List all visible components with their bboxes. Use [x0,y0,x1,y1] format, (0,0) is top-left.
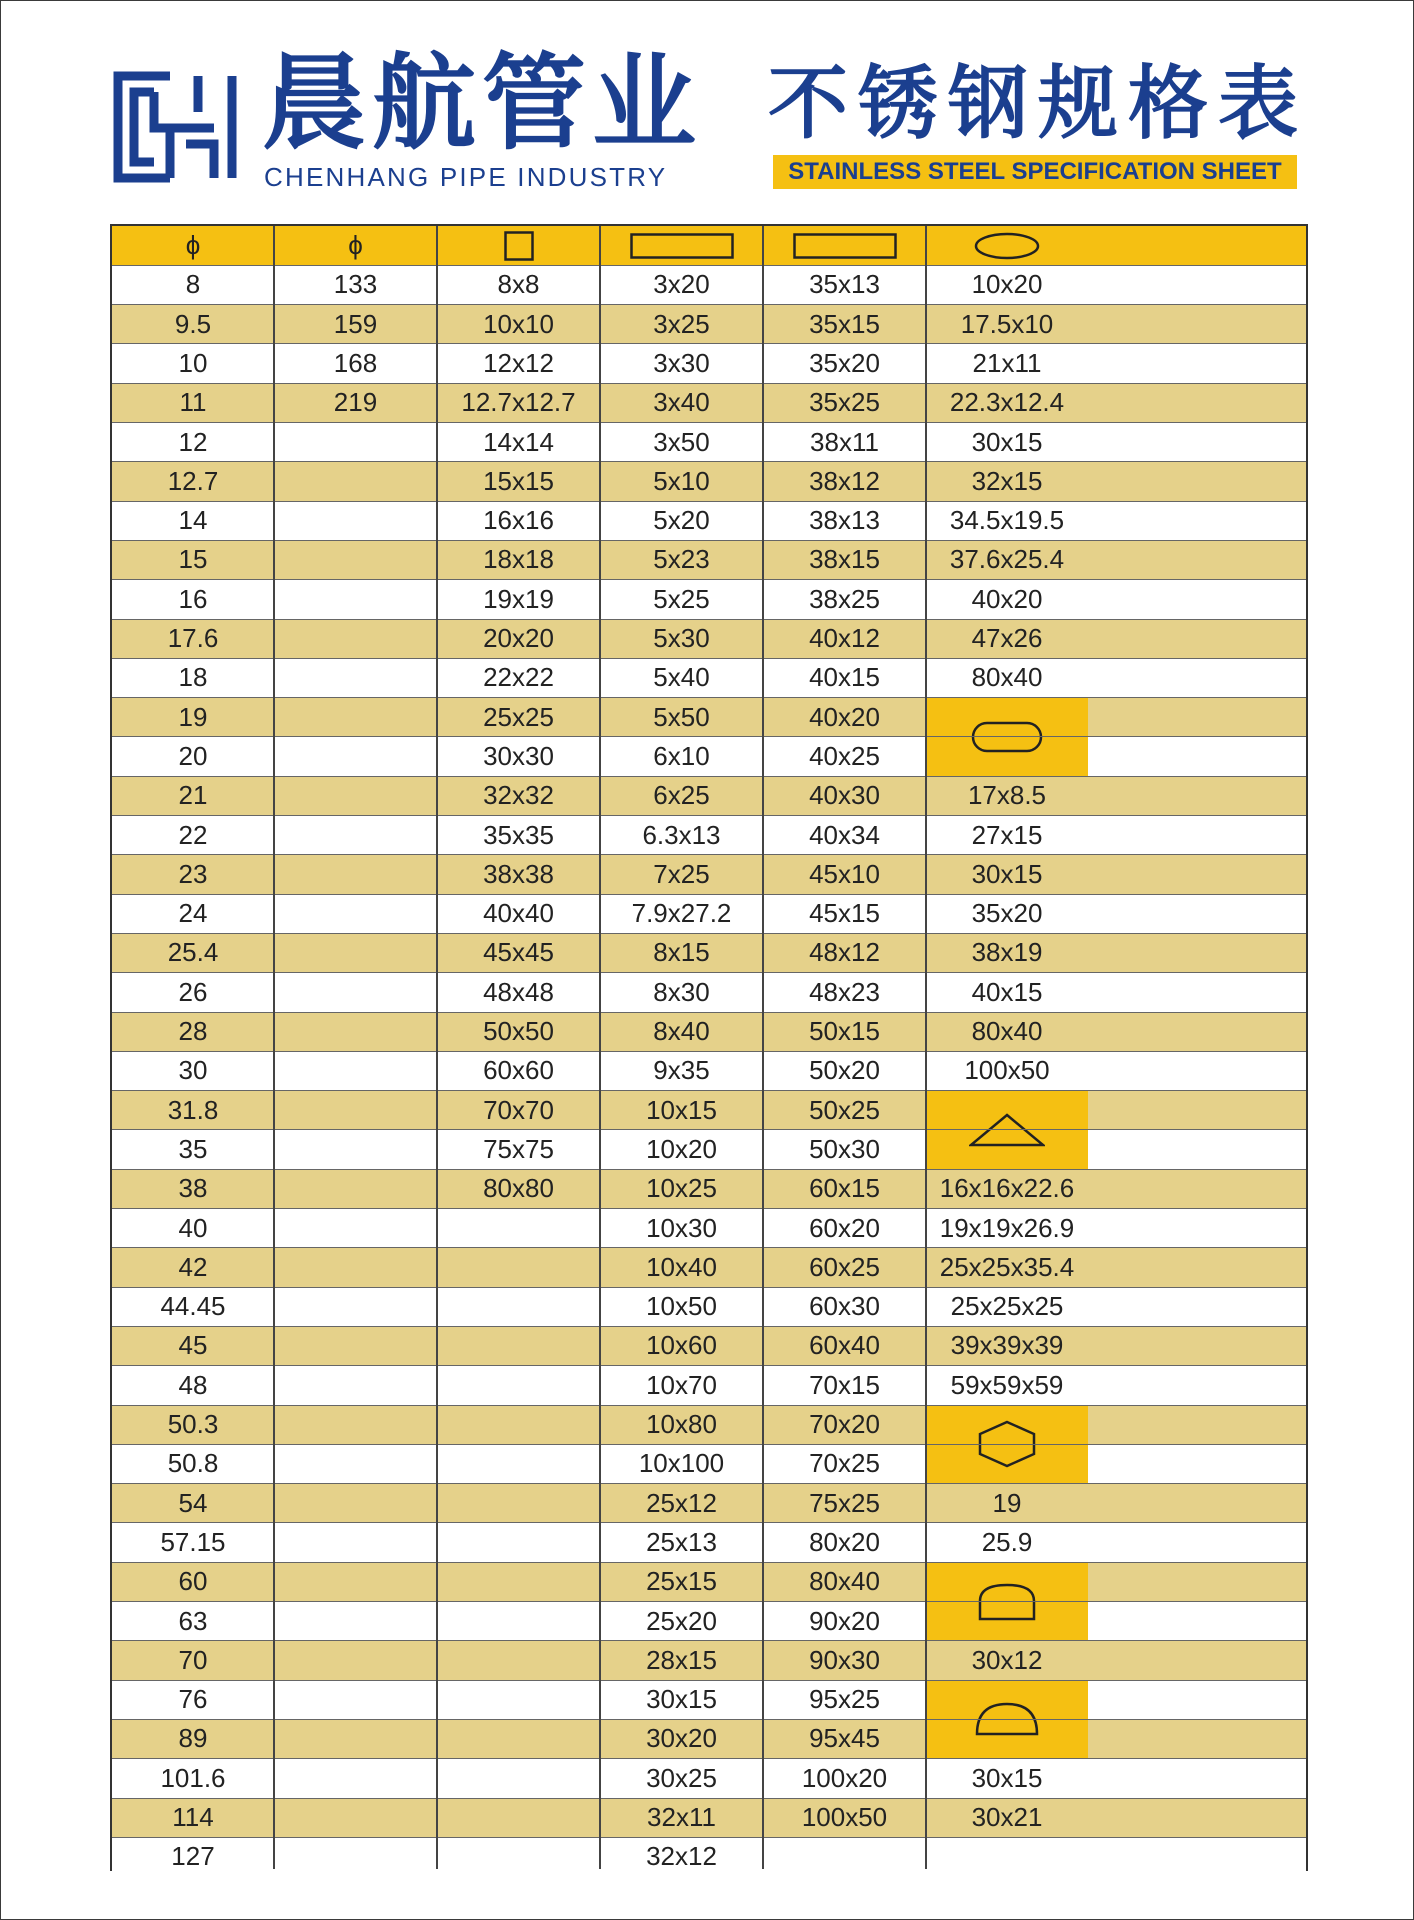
spec-cell: 10x20 [971,269,1043,300]
grid-line [112,1012,1306,1013]
spec-cell: 7.9x27.2 [631,898,732,929]
spec-cell: 16 [178,583,208,614]
grid-line [112,1129,1306,1130]
spec-cell: 38x15 [809,544,880,575]
spec-cell: 90x20 [809,1605,880,1636]
spec-cell: 30x15 [971,858,1043,889]
spec-cell: 30x12 [971,1644,1043,1675]
spec-cell: 8x8 [497,269,540,300]
spec-cell: 3x25 [653,308,710,339]
spec-cell: 12.7x12.7 [461,387,576,418]
spec-cell: 31.8 [167,1094,219,1125]
spec-cell: 18x18 [483,544,554,575]
spec-cell: 8x30 [653,976,710,1007]
spec-cell: 38 [178,1173,208,1204]
spec-cell: 17.5x10 [960,308,1054,339]
spec-cell: 14x14 [483,426,554,457]
spec-cell: 10x80 [646,1409,717,1439]
spec-cell: 54 [178,1487,208,1518]
grid-line [112,1798,1306,1799]
spec-cell: 60x30 [809,1291,880,1322]
spec-cell: 219 [333,387,378,418]
spec-cell: 16x16x22.6 [939,1173,1075,1204]
spec-cell: 3x50 [653,426,710,457]
spec-cell: 28x15 [646,1644,717,1675]
spec-cell: 7x25 [653,858,710,889]
spec-cell: 23 [178,858,208,889]
spec-cell: 9x35 [653,1055,710,1086]
column-divider [273,226,275,1869]
spec-cell: 17x8.5 [967,780,1047,811]
spec-cell: 40x25 [809,740,880,771]
spec-cell: 90x30 [809,1644,880,1675]
column-divider [925,226,927,1869]
spec-cell: 12x12 [483,347,554,378]
spec-cell: 127 [171,1841,215,1872]
spec-cell: 80x20 [809,1526,880,1557]
spec-cell: 40x20 [809,701,880,732]
spec-cell: 12 [178,426,208,457]
spec-cell: 6x25 [653,780,710,811]
spec-cell: 10 [178,347,208,378]
grid-line [112,854,1306,855]
spec-cell: 25x25x35.4 [939,1251,1075,1282]
spec-cell: 30x25 [646,1762,717,1793]
square-icon [504,231,534,261]
spec-cell: 10x40 [646,1251,717,1282]
spec-cell: 14 [178,505,208,536]
specification-table [110,224,1308,1871]
spec-cell: 60x40 [809,1330,880,1361]
spec-cell: 8x15 [653,937,710,968]
spec-cell: 25x20 [646,1605,717,1636]
spec-cell: 10x25 [646,1173,717,1204]
spec-cell: 48x48 [483,976,554,1007]
spec-cell: 5x20 [653,505,710,536]
spec-cell: 60x20 [809,1212,880,1243]
grid-line [112,579,1306,580]
spec-cell: 25x15 [646,1566,717,1597]
spec-cell: 38x12 [809,465,880,496]
diameter-header: ϕ [185,230,201,260]
grid-line [112,461,1306,462]
spec-cell: 35 [178,1133,208,1164]
spec-cell: 25x13 [646,1526,717,1557]
spec-cell: 35x35 [483,819,554,850]
spec-cell: 11 [179,387,207,418]
spec-cell: 80x40 [971,662,1043,693]
spec-cell: 48x23 [809,976,880,1007]
flat-rectangle-icon [630,233,734,259]
spec-cell: 20x20 [483,623,554,653]
grid-line [112,894,1306,895]
grid-line [112,1051,1306,1052]
grid-line [112,422,1306,423]
spec-cell: 159 [333,308,378,339]
grid-line [112,776,1306,777]
grid-line [112,1601,1306,1602]
spec-cell: 47x26 [971,623,1043,653]
spec-cell: 12.7 [167,465,219,496]
spec-cell: 40x12 [809,623,880,653]
grid-line [112,972,1306,973]
spec-cell: 34.5x19.5 [949,505,1065,536]
spec-cell: 37.6x25.4 [949,544,1065,575]
spec-cell: 70x20 [809,1409,880,1439]
sheet-title-english: STAINLESS STEEL SPECIFICATION SHEET [773,155,1297,189]
spec-cell: 45x45 [483,937,554,968]
spec-cell: 22 [178,819,208,850]
spec-cell: 100x20 [801,1762,888,1793]
grid-line [112,265,1306,266]
spec-cell: 60x15 [809,1173,880,1204]
spec-cell: 38x38 [483,858,554,889]
spec-cell: 25x25x25 [950,1291,1064,1322]
spec-cell: 26 [178,976,208,1007]
spec-cell: 40x15 [971,976,1043,1007]
grid-line [112,1522,1306,1523]
spec-cell: 39x39x39 [950,1330,1064,1361]
spec-cell: 30 [178,1055,208,1086]
grid-line [112,1680,1306,1681]
spec-cell: 5x40 [653,662,710,693]
grid-line [112,1837,1306,1838]
spec-cell: 40x34 [809,819,880,850]
spec-cell: 19 [178,701,208,732]
spec-cell: 32x11 [647,1802,716,1832]
spec-cell: 25.9 [981,1526,1033,1557]
spec-cell: 3x30 [653,347,710,378]
spec-cell: 95x25 [809,1684,880,1715]
spec-cell: 80x40 [971,1016,1043,1046]
spec-cell: 9.5 [174,308,212,339]
spec-cell: 32x32 [483,780,554,811]
spec-cell: 60x25 [809,1251,880,1282]
spec-cell: 75x25 [809,1487,880,1518]
spec-cell: 25x12 [646,1487,717,1518]
spec-cell: 17.6 [167,623,219,653]
spec-cell: 19 [992,1487,1022,1518]
spec-cell: 89 [178,1723,208,1754]
spec-cell: 32x12 [646,1841,717,1872]
spec-cell: 22x22 [483,662,554,693]
spec-cell: 5x30 [653,623,710,653]
spec-cell: 40x30 [809,780,880,811]
spec-cell: 100x50 [801,1802,888,1832]
grid-line [112,1208,1306,1209]
grid-line [112,619,1306,620]
grid-line [112,1090,1306,1091]
spec-cell: 15x15 [483,465,554,496]
spec-cell: 38x11 [810,426,879,457]
grid-line [112,1287,1306,1288]
spec-cell: 60 [178,1566,208,1597]
spec-cell: 44.45 [160,1291,226,1322]
spec-cell: 63 [178,1605,208,1636]
spec-cell: 35x15 [809,308,880,339]
chenhang-logo-icon [110,66,240,188]
grid-line [112,304,1306,305]
spec-cell: 80x80 [483,1173,554,1204]
spec-cell: 16x16 [483,505,554,536]
spec-cell: 22.3x12.4 [949,387,1065,418]
diameter-header: ϕ [348,230,363,260]
grid-line [112,1405,1306,1406]
spec-cell: 101.6 [160,1762,226,1793]
spec-cell: 40x40 [483,898,554,929]
spec-cell: 38x19 [971,937,1043,968]
spec-cell: 10x30 [646,1212,717,1243]
spec-cell: 5x23 [653,544,710,575]
grid-line [112,1326,1306,1327]
spec-cell: 21 [178,780,208,811]
spec-cell: 38x25 [809,583,880,614]
spec-cell: 30x15 [646,1684,717,1715]
spec-cell: 20 [178,740,208,771]
spec-cell: 38x13 [809,505,880,536]
spec-cell: 10x100 [638,1448,725,1479]
spec-cell: 133 [333,269,378,300]
spec-cell: 70x25 [809,1448,880,1479]
spec-cell: 8x40 [653,1016,710,1046]
spec-cell: 45 [178,1330,208,1361]
spec-cell: 70x15 [809,1369,880,1400]
spec-cell: 35x20 [809,347,880,378]
spec-cell: 40 [178,1212,208,1243]
spec-cell: 57.15 [160,1526,226,1557]
spec-cell: 40x15 [809,662,880,693]
grid-line [112,1247,1306,1248]
spec-cell: 50.8 [167,1448,219,1479]
spec-cell: 50x30 [809,1133,880,1164]
grid-line [112,1562,1306,1563]
spec-cell: 50.3 [167,1409,219,1439]
spec-cell: 10x50 [646,1291,717,1322]
spec-cell: 24 [178,898,208,929]
spec-cell: 10x15 [646,1094,717,1125]
grid-line [112,736,1306,737]
spec-cell: 35x20 [971,898,1043,929]
grid-line [112,697,1306,698]
spec-cell: 10x10 [483,308,554,339]
grid-line [112,1640,1306,1641]
spec-cell: 35x25 [809,387,880,418]
grid-line [112,1719,1306,1720]
spec-cell: 25.4 [167,937,219,968]
spec-cell: 30x15 [971,426,1043,457]
spec-cell: 5x50 [653,701,710,732]
spec-cell: 32x15 [971,465,1043,496]
spec-cell: 100x50 [964,1055,1050,1086]
spec-cell: 18 [178,662,208,693]
spec-cell: 45x15 [809,898,880,929]
spec-cell: 15 [178,544,208,575]
spec-cell: 19x19 [483,583,554,614]
column-divider [762,226,764,1869]
spec-cell: 45x10 [809,858,880,889]
spec-cell: 21x11 [972,347,1042,378]
ellipse-icon [974,232,1040,260]
brand-name-chinese: 晨航管业 [262,46,703,162]
spec-cell: 48 [178,1369,208,1400]
grid-line [112,501,1306,502]
spec-cell: 50x25 [809,1094,880,1125]
spec-cell: 25x25 [483,701,554,732]
spec-cell: 70x70 [483,1094,554,1125]
brand-name-english: CHENHANG PIPE INDUSTRY [264,162,668,192]
spec-cell: 5x25 [653,583,710,614]
spec-cell: 76 [178,1684,208,1715]
spec-cell: 27x15 [971,819,1043,850]
grid-line [112,658,1306,659]
spec-cell: 5x10 [653,465,710,496]
spec-cell: 6x10 [653,740,710,771]
spec-cell: 50x20 [809,1055,880,1086]
spec-cell: 75x75 [483,1133,554,1164]
spec-cell: 114 [172,1802,214,1832]
spec-cell: 50x50 [483,1016,554,1046]
spec-cell: 19x19x26.9 [939,1212,1075,1243]
spec-cell: 48x12 [809,937,880,968]
spec-cell: 8 [185,269,201,300]
spec-cell: 10x60 [646,1330,717,1361]
grid-line [112,1483,1306,1484]
spec-cell: 10x20 [646,1133,717,1164]
spec-cell: 60x60 [483,1055,554,1086]
spec-cell: 42 [178,1251,208,1282]
spec-cell: 3x40 [653,387,710,418]
grid-line [112,1169,1306,1170]
rectangle-icon [793,233,897,259]
spec-cell: 6.3x13 [642,819,721,850]
spec-cell: 30x21 [971,1802,1043,1832]
grid-line [112,933,1306,934]
spec-cell: 59x59x59 [950,1369,1064,1400]
spec-cell: 70 [178,1644,208,1675]
grid-line [112,815,1306,816]
spec-cell: 30x30 [483,740,554,771]
spec-cell: 35x13 [809,269,880,300]
grid-line [112,383,1306,384]
column-divider [599,226,601,1869]
spec-cell: 10x70 [646,1369,717,1400]
spec-cell: 168 [333,347,378,378]
grid-line [112,540,1306,541]
spec-cell: 30x20 [646,1723,717,1754]
grid-line [112,1758,1306,1759]
spec-cell: 3x20 [653,269,710,300]
spec-cell: 95x45 [809,1723,880,1754]
column-divider [436,226,438,1869]
spec-cell: 50x15 [809,1016,880,1046]
grid-line [112,343,1306,344]
grid-line [112,1365,1306,1366]
spec-cell: 30x15 [971,1762,1043,1793]
grid-line [112,1444,1306,1445]
sheet-title-chinese: 不锈钢规格表 [768,59,1308,148]
spec-cell: 40x20 [971,583,1043,614]
spec-cell: 80x40 [809,1566,880,1597]
spec-cell: 28 [178,1016,208,1046]
